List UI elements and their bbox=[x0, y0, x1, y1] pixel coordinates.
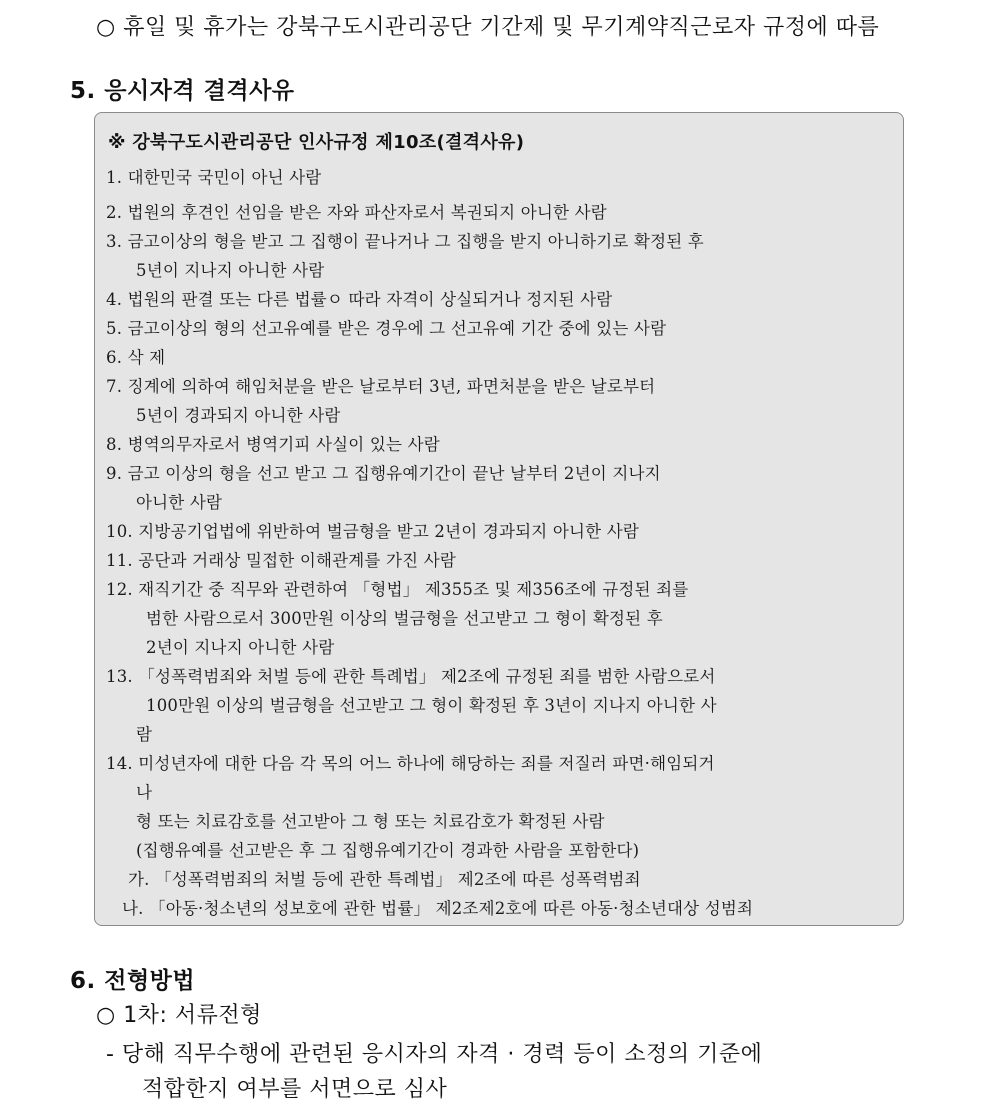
list-item: 1. 대한민국 국민이 아닌 사람 bbox=[106, 168, 322, 187]
list-item-continuation: 5년이 경과되지 아니한 사람 bbox=[136, 406, 341, 425]
list-item-continuation: 나 bbox=[136, 783, 153, 802]
list-item-continuation: 2년이 지나지 아니한 사람 bbox=[146, 638, 335, 657]
list-item: 5. 금고이상의 형의 선고유예를 받은 경우에 그 선고유예 기간 중에 있는 사람 bbox=[106, 319, 667, 338]
list-item: 10. 지방공기업법에 위반하여 벌금형을 받고 2년이 경과되지 아니한 사람 bbox=[106, 522, 639, 541]
list-item: 2. 법원의 후견인 선임을 받은 자와 파산자로서 복권되지 아니한 사람 bbox=[106, 203, 607, 222]
list-item: 7. 징계에 의하여 해임처분을 받은 날로부터 3년, 파면처분을 받은 날로부터 bbox=[106, 377, 656, 396]
list-item: 4. 법원의 판결 또는 다른 법률ㅇ 따라 자격이 상실되거나 정지된 사람 bbox=[106, 290, 613, 309]
screening-step-1: ○ 1차: 서류전형 bbox=[96, 1003, 262, 1028]
list-item: 12. 재직기간 중 직무와 관련하여 「형법」 제355조 및 제356조에 규정된 죄를 bbox=[106, 580, 689, 599]
intro-holiday-rule: ○ 휴일 및 휴가는 강북구도시관리공단 기간제 및 무기계약직근로자 규정에 따름 bbox=[96, 15, 880, 40]
list-item-continuation: 람 bbox=[136, 725, 153, 744]
list-subitem: 가. 「성폭력범죄의 처벌 등에 관한 특례법」 제2조에 따른 성폭력범죄 bbox=[128, 870, 641, 889]
list-item-continuation: 아니한 사람 bbox=[136, 493, 223, 512]
screening-description-continuation: 적합한지 여부를 서면으로 심사 bbox=[142, 1077, 448, 1102]
list-subitem: 나. 「아동·청소년의 성보호에 관한 법률」 제2조제2호에 따른 아동·청소년대상 성범죄 bbox=[122, 899, 754, 918]
list-item-continuation: 100만원 이상의 벌금형을 선고받고 그 형이 확정된 후 3년이 지나지 아니한 사 bbox=[146, 696, 717, 715]
list-item-continuation: 형 또는 치료감호를 선고받아 그 형 또는 치료감호가 확정된 사람 bbox=[136, 812, 605, 831]
screening-description: - 당해 직무수행에 관련된 응시자의 자격 · 경력 등이 소정의 기준에 bbox=[106, 1042, 763, 1067]
list-item-continuation: (집행유예를 선고받은 후 그 집행유예기간이 경과한 사람을 포함한다) bbox=[136, 841, 640, 860]
list-item: 9. 금고 이상의 형을 선고 받고 그 집행유예기간이 끝난 날부터 2년이 지나지 bbox=[106, 464, 661, 483]
list-item: 8. 병역의무자로서 병역기피 사실이 있는 사람 bbox=[106, 435, 440, 454]
list-item-continuation: 범한 사람으로서 300만원 이상의 벌금형을 선고받고 그 형이 확정된 후 bbox=[146, 609, 663, 628]
section-6-heading: 6. 전형방법 bbox=[70, 968, 196, 994]
box-title: ※ 강북구도시관리공단 인사규정 제10조(결격사유) bbox=[108, 132, 525, 153]
list-item: 3. 금고이상의 형을 받고 그 집행이 끝나거나 그 집행을 받지 아니하기로 확정된 후 bbox=[106, 232, 704, 251]
list-item-continuation: 5년이 지나지 아니한 사람 bbox=[136, 261, 325, 280]
list-item: 13. 「성폭력범죄와 처벌 등에 관한 특례법」 제2조에 규정된 죄를 범한 사람으로서 bbox=[106, 667, 716, 686]
section-5-heading: 5. 응시자격 결격사유 bbox=[70, 78, 295, 104]
list-item: 14. 미성년자에 대한 다음 각 목의 어느 하나에 해당하는 죄를 저질러 파면·해임되거 bbox=[106, 754, 715, 773]
list-item: 11. 공단과 거래상 밀접한 이해관계를 가진 사람 bbox=[106, 551, 457, 570]
list-item: 6. 삭 제 bbox=[106, 348, 166, 367]
